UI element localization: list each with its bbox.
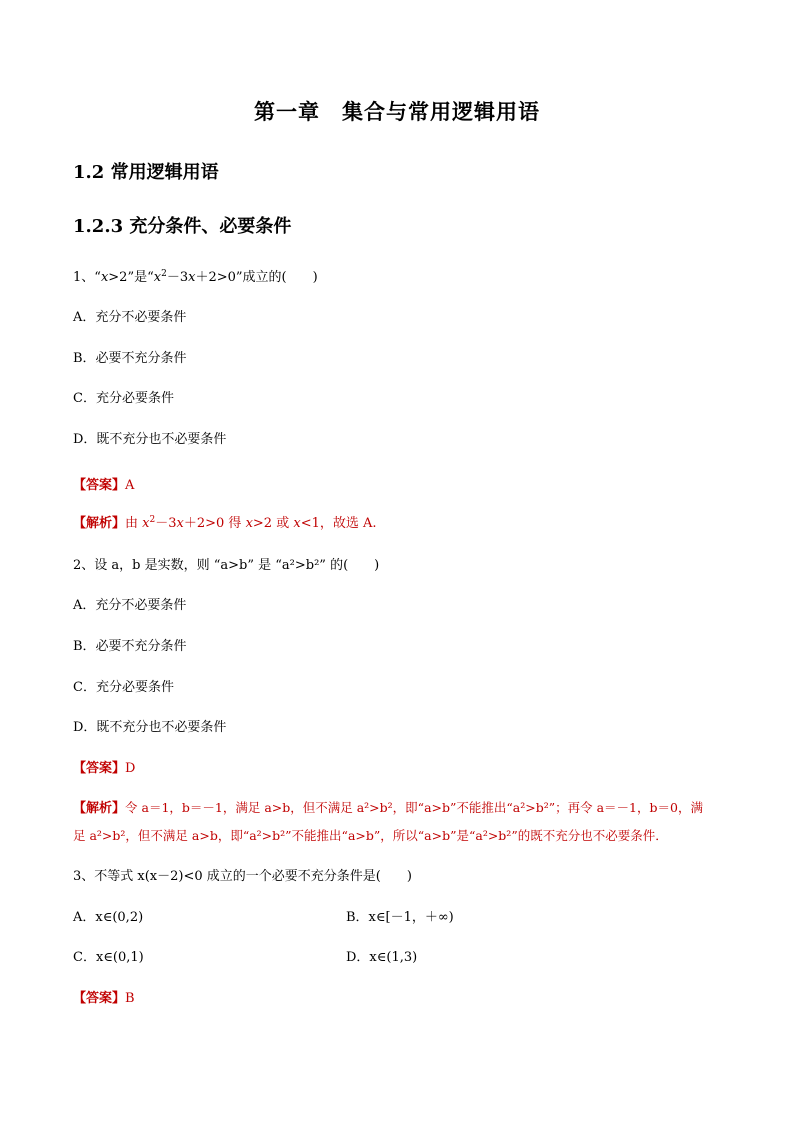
chapter-title: 第一章 集合与常用逻辑用语 (254, 99, 540, 124)
question-3-option-b: B．x∈[－1，＋∞) (346, 910, 454, 925)
question-1-answer: 【答案】A (73, 478, 135, 493)
question-3-option-d: D．x∈(1,3) (346, 950, 418, 965)
question-1-option-c: C．充分必要条件 (73, 391, 174, 406)
question-3-answer: 【答案】B (73, 991, 135, 1006)
question-2-analysis-line-2: 足 a²>b²，但不满足 a>b，即“a²>b²”不能推出“a>b”，所以“a>b”是“a²>b²”的既不充分也不必要条件． (73, 828, 668, 843)
question-1-stem: 1、“x>2”是“$x^2-3x+2>0$”成立的( ) (73, 269, 318, 285)
question-1-analysis: 【解析】由 $x^2-3x+2>0$ 得 x>2 或 x<1，故选 A. (73, 515, 377, 531)
question-1-option-b: B．必要不充分条件 (73, 351, 187, 366)
question-2-option-d: D．既不充分也不必要条件 (73, 720, 227, 735)
question-2-option-c: C．充分必要条件 (73, 680, 174, 695)
question-3-option-a: A．x∈(0,2) (73, 910, 144, 925)
question-2-analysis-line-1: 【解析】令 a＝1，b＝－1，满足 a>b，但不满足 a²>b²，即“a>b”不能推出“a²>b²”；再令 a＝－1，b＝0，满 (73, 800, 703, 816)
question-1-option-a: A．充分不必要条件 (73, 310, 187, 325)
question-2-answer: 【答案】D (73, 761, 136, 776)
question-2-option-b: B．必要不充分条件 (73, 639, 187, 654)
question-3-option-c: C．x∈(0,1) (73, 950, 144, 965)
question-2-option-a: A．充分不必要条件 (73, 598, 187, 613)
question-1-option-d: D．既不充分也不必要条件 (73, 432, 227, 447)
question-2-stem: 2、设 a，b 是实数，则 “a>b” 是 “a²>b²” 的( ) (73, 558, 380, 573)
question-3-stem: 3、不等式 x(x－2)<0 成立的一个必要不充分条件是( ) (73, 869, 412, 884)
subsection-heading: 1.2.3 充分条件、必要条件 (73, 216, 292, 237)
section-heading: 1.2 常用逻辑用语 (73, 162, 219, 183)
